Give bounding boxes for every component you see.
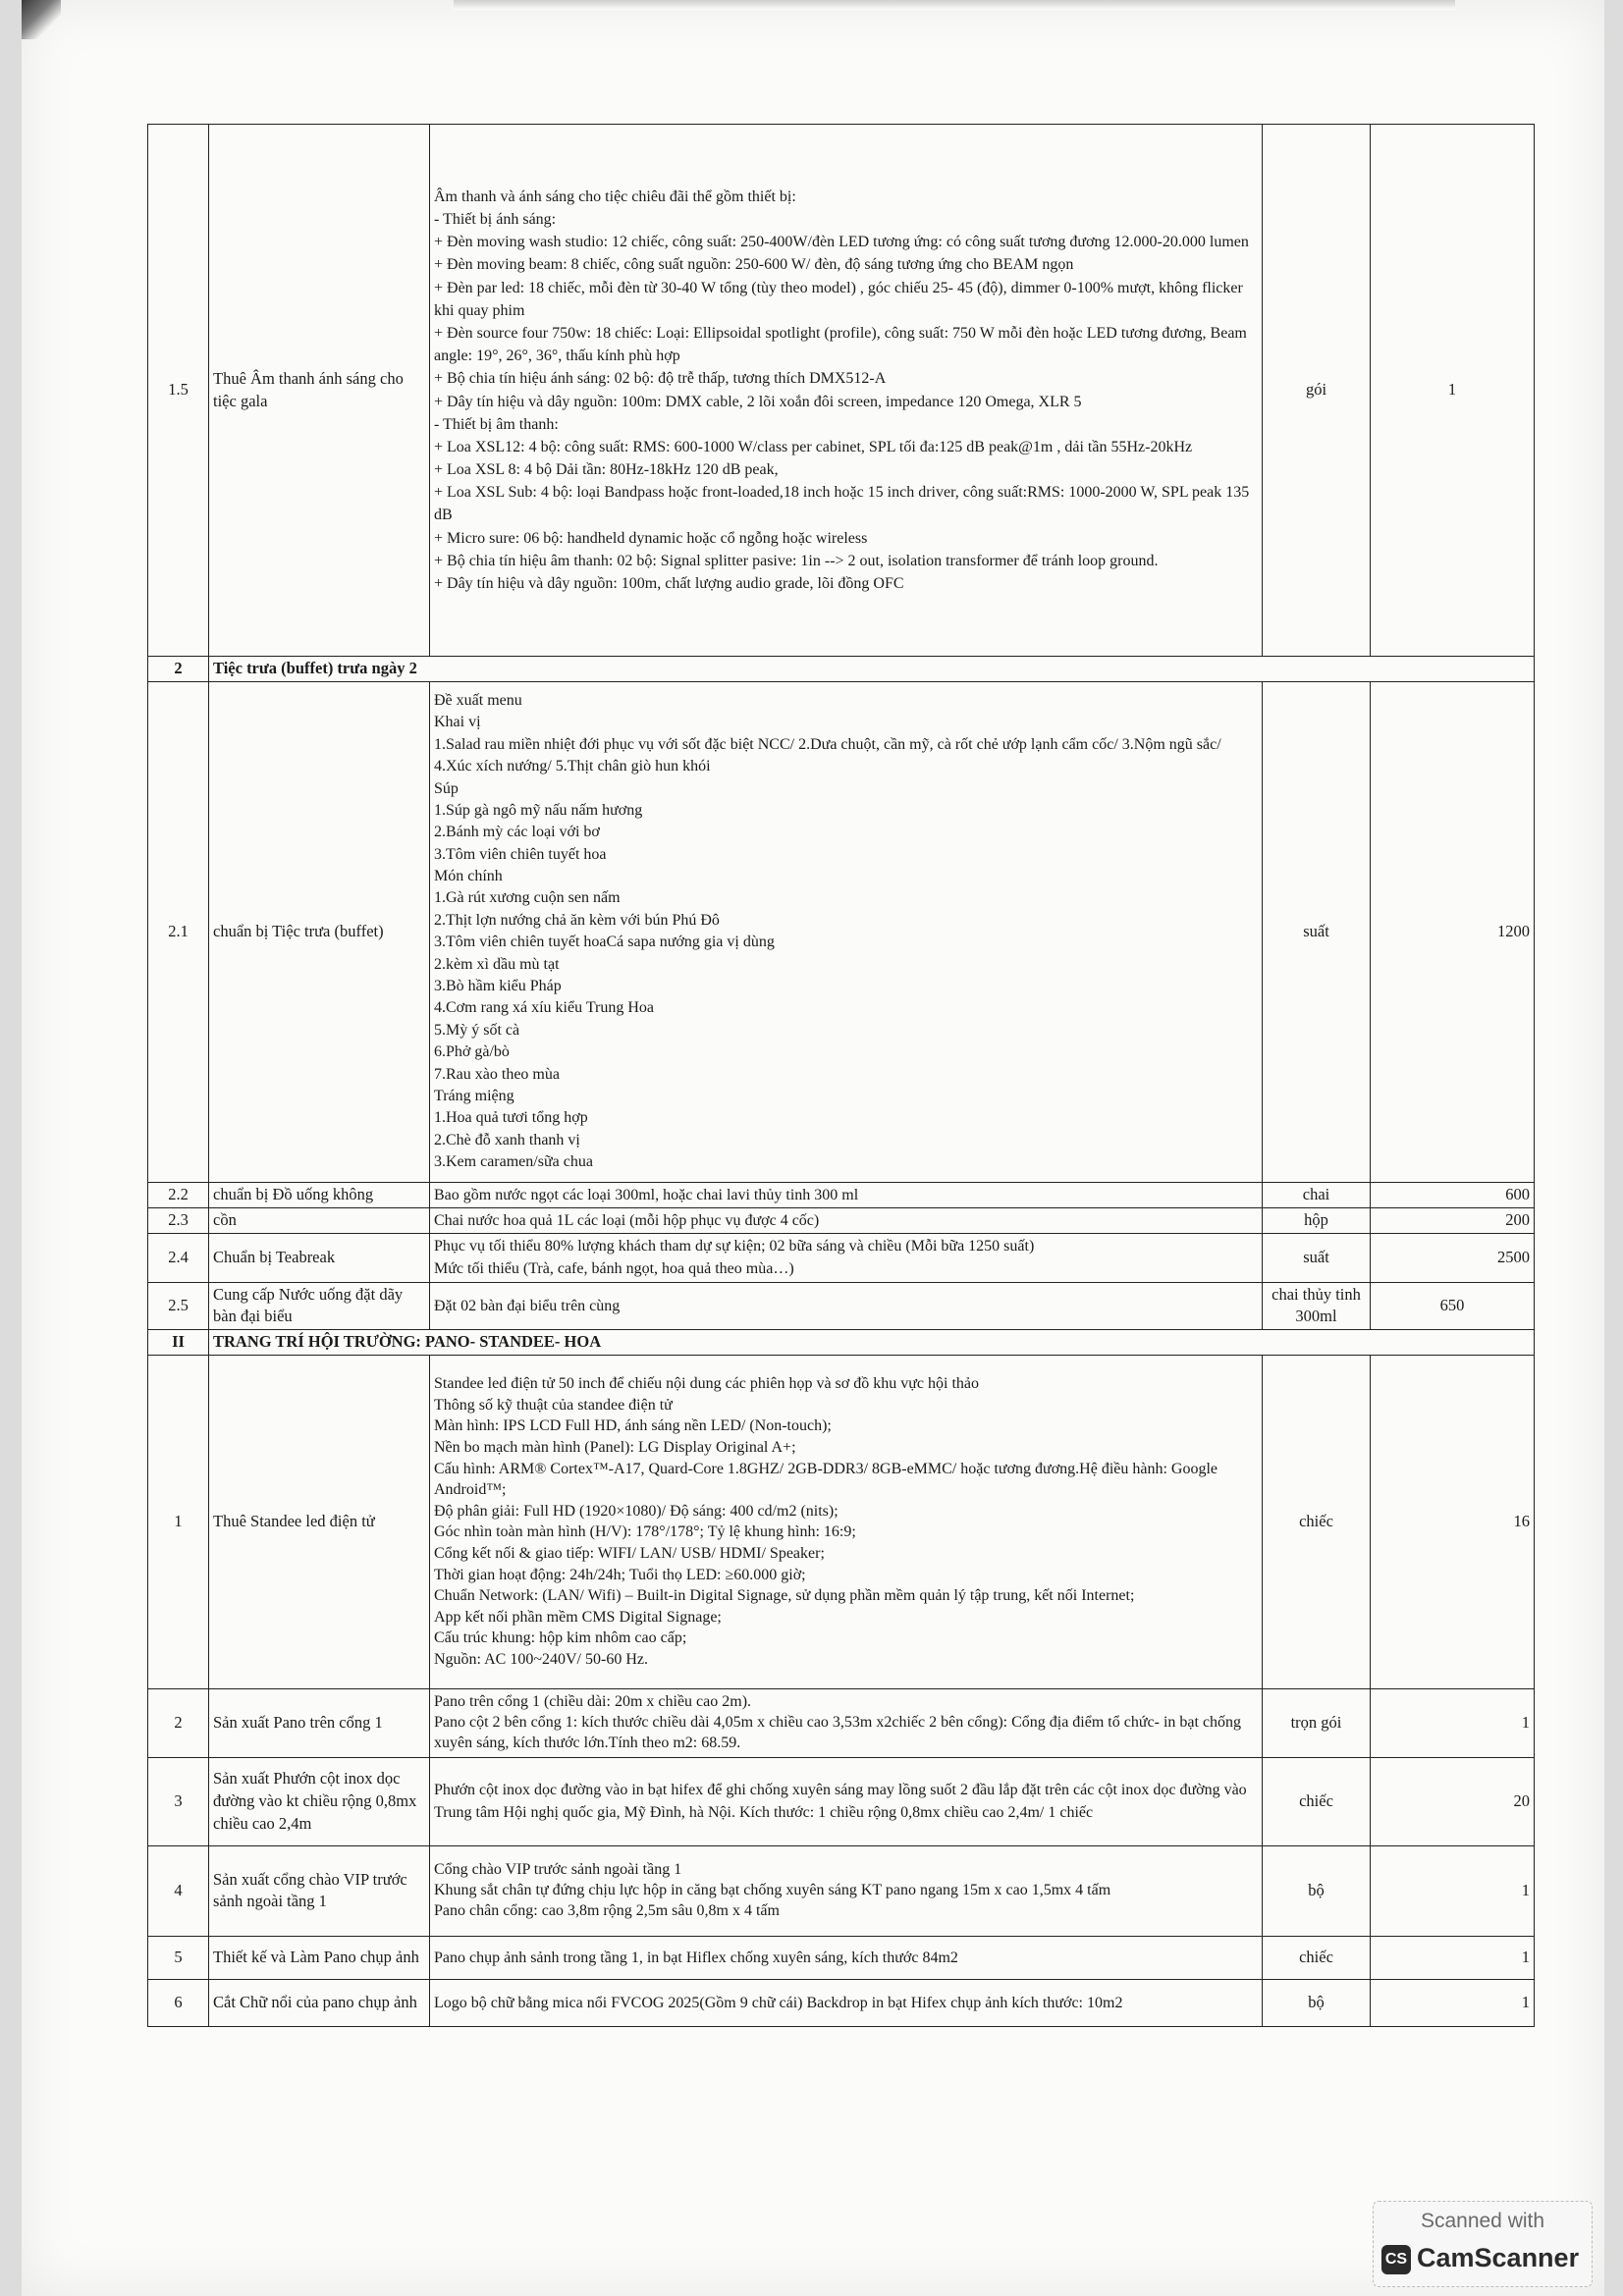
item-name: chuẩn bị Đồ uống không <box>209 1182 430 1207</box>
desc-line: 3.Tôm viên chiên tuyết hoa <box>434 845 607 863</box>
desc-line: Âm thanh và ánh sáng cho tiệc chiêu đãi thể gồm thiết bị: <box>434 187 796 205</box>
unit-cell: hộp <box>1263 1207 1371 1233</box>
item-name: Thuê Standee led điện tử <box>209 1355 430 1688</box>
desc-line: 3.Kem caramen/sữa chua <box>434 1153 593 1171</box>
table-row <box>148 1207 1535 1233</box>
section-title: TRANG TRÍ HỘI TRƯỜNG: PANO- STANDEE- HOA <box>209 1330 1535 1356</box>
row-number: 5 <box>148 1936 209 1979</box>
desc-line: + Loa XSL Sub: 4 bộ: loại Bandpass hoặc front-loaded,18 inch hoặc 15 inch driver, công suất:RMS: 1000-2000 W, SPL peak 135 dB <box>434 484 1250 524</box>
item-description: Phướn cột inox dọc đường vào in bạt hifex để ghi chống xuyên sáng may lồng suốt 2 đầu lắp đặt trên các cột inox dọc đường vào Trung tâm Hội nghị quốc gia, Mỹ Đình, hà Nội. Kích thước: 1 chiều rộng 0,8mx chiều cao 2,4m/ 1 chiếc <box>430 1757 1263 1845</box>
row-number: 3 <box>148 1757 209 1845</box>
desc-line: 2.kèm xì dầu mù tạt <box>434 955 560 973</box>
item-description <box>430 125 1263 657</box>
item-description: Đặt 02 bàn đại biểu trên cùng <box>430 1282 1263 1330</box>
desc-line: Pano chân cổng: cao 3,8m rộng 2,5m sâu 0,8m x 4 tấm <box>434 1901 780 1919</box>
unit-cell: chiếc <box>1263 1757 1371 1845</box>
quantity-cell: 2500 <box>1371 1234 1535 1282</box>
desc-line: 2.Thịt lợn nướng chả ăn kèm với bún Phú Đô <box>434 911 720 929</box>
table-row <box>148 1688 1535 1757</box>
section-number: 2 <box>148 657 209 682</box>
desc-line: Nguồn: AC 100~240V/ 50-60 Hz. <box>434 1650 648 1668</box>
row-number: 2.4 <box>148 1234 209 1282</box>
desc-line: - Thiết bị ánh sáng: <box>434 211 557 228</box>
quantity-cell: 16 <box>1371 1355 1535 1688</box>
quantity-cell: 1 <box>1371 125 1535 657</box>
desc-line: Cổng kết nối & giao tiếp: WIFI/ LAN/ USB/ HDMI/ Speaker; <box>434 1544 825 1562</box>
desc-line: 1.Gà rút xương cuộn sen nấm <box>434 889 621 907</box>
item-description <box>430 1845 1263 1936</box>
unit-cell: bộ <box>1263 1845 1371 1936</box>
desc-line: 2.Bánh mỳ các loại với bơ <box>434 824 600 841</box>
row-number: 6 <box>148 1979 209 2026</box>
item-description: Logo bộ chữ bằng mica nổi FVCOG 2025(Gồm 9 chữ cái) Backdrop in bạt Hifex chụp ảnh kích thước: 10m2 <box>430 1979 1263 2026</box>
desc-line: Món chính <box>434 868 503 885</box>
desc-line: Cổng chào VIP trước sảnh ngoài tầng 1 <box>434 1861 682 1879</box>
desc-line: Pano cột 2 bên cổng 1: kích thước chiều dài 4,05m x chiều cao 3,53m x2chiếc 2 bên cổng): Cổng địa điểm tổ chức- in bạt chống xuyên sáng, kích thước lớn.Tính theo m2: 68.59. <box>434 1713 1242 1751</box>
section-number: II <box>148 1330 209 1356</box>
table-row <box>148 1282 1535 1330</box>
row-number: 2.3 <box>148 1207 209 1233</box>
item-name: Cung cấp Nước uống đặt dãy bàn đại biểu <box>209 1282 430 1330</box>
row-number: 2.2 <box>148 1182 209 1207</box>
desc-line: + Bộ chia tín hiệu âm thanh: 02 bộ: Signal splitter pasive: 1in --> 2 out, isolation transformer để tránh loop ground. <box>434 552 1159 569</box>
desc-line: Thông số kỹ thuật của standee điện tử <box>434 1396 673 1414</box>
unit-cell: chiếc <box>1263 1936 1371 1979</box>
item-description: Chai nước hoa quả 1L các loại (mỗi hộp phục vụ được 4 cốc) <box>430 1207 1263 1233</box>
desc-line: Phục vụ tối thiểu 80% lượng khách tham dự sự kiện; 02 bữa sáng và chiều (Mỗi bữa 1250 suất) <box>434 1238 1035 1255</box>
section-title: Tiệc trưa (buffet) trưa ngày 2 <box>209 657 1535 682</box>
item-description: Pano chụp ảnh sảnh trong tầng 1, in bạt Hiflex chống xuyên sáng, kích thước 84m2 <box>430 1936 1263 1979</box>
table-row <box>148 1936 1535 1979</box>
row-number: 2.5 <box>148 1282 209 1330</box>
desc-line: Tráng miệng <box>434 1088 514 1104</box>
row-number: 2 <box>148 1688 209 1757</box>
item-description <box>430 1355 1263 1688</box>
camscanner-watermark <box>1373 2201 1593 2287</box>
quotation-table <box>147 124 1535 2027</box>
desc-line: Súp <box>434 779 459 797</box>
section-row <box>148 1330 1535 1356</box>
desc-line: Pano trên cổng 1 (chiều dài: 20m x chiều cao 2m). <box>434 1693 752 1711</box>
desc-line: Độ phân giải: Full HD (1920×1080)/ Độ sáng: 400 cd/m2 (nits); <box>434 1502 839 1520</box>
desc-line: Khung sắt chân tự đứng chịu lực hộp in căng bạt chống xuyên sáng KT pano ngang 15m x cao 1,5mx 4 tấm <box>434 1881 1111 1898</box>
quantity-cell: 1200 <box>1371 681 1535 1182</box>
table-row <box>148 1979 1535 2026</box>
desc-line: + Micro sure: 06 bộ: handheld dynamic hoặc cổ ngỗng hoặc wireless <box>434 529 868 547</box>
item-name: Sản xuất cổng chào VIP trước sảnh ngoài tầng 1 <box>209 1845 430 1936</box>
desc-line: - Thiết bị âm thanh: <box>434 415 559 433</box>
row-number: 4 <box>148 1845 209 1936</box>
desc-line: Mức tối thiểu (Trà, cafe, bánh ngọt, hoa quả theo mùa…) <box>434 1260 794 1278</box>
unit-cell: chiếc <box>1263 1355 1371 1688</box>
desc-line: + Đèn moving beam: 8 chiếc, công suất nguồn: 250-600 W/ đèn, độ sáng tương ứng cho BEAM ngọn <box>434 256 1074 274</box>
unit-cell: trọn gói <box>1263 1688 1371 1757</box>
quantity-cell: 1 <box>1371 1936 1535 1979</box>
item-name: cồn <box>209 1207 430 1233</box>
unit-cell: chai <box>1263 1182 1371 1207</box>
item-description: Bao gồm nước ngọt các loại 300ml, hoặc chai lavi thủy tinh 300 ml <box>430 1182 1263 1207</box>
desc-line: Đề xuất menu <box>434 691 522 709</box>
item-description <box>430 1688 1263 1757</box>
desc-line: Cấu trúc khung: hộp kim nhôm cao cấp; <box>434 1629 687 1647</box>
desc-line: 3.Tôm viên chiên tuyết hoaCá sapa nướng gia vị dùng <box>434 934 775 951</box>
desc-line: 5.Mỳ ý sốt cà <box>434 1021 520 1039</box>
camscanner-logo-icon: CS <box>1381 2245 1411 2274</box>
item-name: Thuê Âm thanh ánh sáng cho tiệc gala <box>209 125 430 657</box>
desc-line: + Đèn moving wash studio: 12 chiếc, công suất: 250-400W/đèn LED tương ứng: có công suất tương đương 12.000-20.000 lumen <box>434 234 1249 251</box>
desc-line: Thời gian hoạt động: 24h/24h; Tuổi thọ LED: ≥60.000 giờ; <box>434 1566 806 1583</box>
desc-line: + Dây tín hiệu và dây nguồn: 100m, chất lượng audio grade, lõi đồng OFC <box>434 575 904 592</box>
item-description <box>430 1234 1263 1282</box>
page-top-strip <box>454 0 1455 10</box>
item-description <box>430 681 1263 1182</box>
watermark-caption: Scanned with <box>1420 2210 1545 2232</box>
unit-cell: bộ <box>1263 1979 1371 2026</box>
quantity-cell: 1 <box>1371 1979 1535 2026</box>
section-row <box>148 657 1535 682</box>
desc-line: Khai vị <box>434 714 481 731</box>
desc-line: 4.Cơm rang xá xíu kiểu Trung Hoa <box>434 999 655 1017</box>
desc-line: + Bộ chia tín hiệu ánh sáng: 02 bộ: độ trễ thấp, tương thích DMX512-A <box>434 370 887 388</box>
desc-line: Chuẩn Network: (LAN/ Wifi) – Built-in Digital Signage, sử dụng phần mềm quản lý tập trung, kết nối Internet; <box>434 1587 1135 1605</box>
desc-line: + Đèn par led: 18 chiếc, mỗi đèn từ 30-40 W tổng (tùy theo model) , góc chiếu 25- 45 (độ), dimmer 0-100% mượt, không flicker khi quay phim <box>434 279 1243 319</box>
desc-line: 3.Bò hầm kiểu Pháp <box>434 978 562 995</box>
quantity-cell: 650 <box>1371 1282 1535 1330</box>
desc-line: Góc nhìn toàn màn hình (H/V): 178°/178°; Tỷ lệ khung hình: 16:9; <box>434 1523 856 1541</box>
unit-cell: gói <box>1263 125 1371 657</box>
table-row <box>148 681 1535 1182</box>
row-number: 1.5 <box>148 125 209 657</box>
quantity-cell: 200 <box>1371 1207 1535 1233</box>
item-name: Sản xuất Phướn cột inox dọc đường vào kt chiều rộng 0,8mx chiều cao 2,4m <box>209 1757 430 1845</box>
desc-line: + Loa XSL12: 4 bộ: công suất: RMS: 600-1000 W/class per cabinet, SPL tối đa:125 dB peak@1m , dải tần 55Hz-20kHz <box>434 438 1193 455</box>
item-name: Sản xuất Pano trên cổng 1 <box>209 1688 430 1757</box>
desc-line: + Loa XSL 8: 4 bộ Dải tần: 80Hz-18kHz 120 dB peak, <box>434 461 779 479</box>
desc-line: Nền bo mạch màn hình (Panel): LG Display Original A+; <box>434 1438 796 1456</box>
table-row <box>148 1182 1535 1207</box>
table-row <box>148 125 1535 657</box>
desc-line: 7.Rau xào theo mùa <box>434 1065 560 1083</box>
desc-line: Standee led điện tử 50 inch để chiếu nội dung các phiên họp và sơ đồ khu vực hội thảo <box>434 1375 980 1393</box>
desc-line: 1.Súp gà ngô mỹ nấu nấm hương <box>434 801 643 819</box>
table-row <box>148 1355 1535 1688</box>
page-corner-shadow <box>22 0 61 39</box>
table-row <box>148 1234 1535 1282</box>
quantity-cell: 1 <box>1371 1845 1535 1936</box>
quantity-cell: 600 <box>1371 1182 1535 1207</box>
item-name: Thiết kế và Làm Pano chụp ảnh <box>209 1936 430 1979</box>
desc-line: 6.Phở gà/bò <box>434 1043 510 1061</box>
row-number: 1 <box>148 1355 209 1688</box>
watermark-brand: CamScanner <box>1417 2243 1580 2272</box>
table-row <box>148 1757 1535 1845</box>
unit-cell: chai thủy tinh 300ml <box>1263 1282 1371 1330</box>
quantity-cell: 20 <box>1371 1757 1535 1845</box>
desc-line: 1.Hoa quả tươi tổng hợp <box>434 1109 588 1127</box>
desc-line: 2.Chè đỗ xanh thanh vị <box>434 1131 580 1148</box>
unit-cell: suất <box>1263 1234 1371 1282</box>
desc-line: Màn hình: IPS LCD Full HD, ánh sáng nền LED/ (Non-touch); <box>434 1417 832 1435</box>
desc-line: App kết nối phần mềm CMS Digital Signage; <box>434 1608 722 1626</box>
desc-line: + Dây tín hiệu và dây nguồn: 100m: DMX cable, 2 lõi xoắn đôi screen, impedance 120 Omega, XLR 5 <box>434 393 1082 410</box>
desc-line: + Đèn source four 750w: 18 chiếc: Loại: Ellipsoidal spotlight (profile), công suất: 750 W mỗi đèn hoặc LED tương đương, Beam angle: 19°, 26°, 36°, thấu kính phù hợp <box>434 324 1247 365</box>
item-name: Cắt Chữ nổi của pano chụp ảnh <box>209 1979 430 2026</box>
desc-line: 1.Salad rau miền nhiệt đới phục vụ với sốt đặc biệt NCC/ 2.Dưa chuột, cần mỹ, cà rốt chẻ ướp lạnh cẩm cốc/ 3.Nộm ngũ sắc/ 4.Xúc xích nướng/ 5.Thịt chân giò hun khói <box>434 735 1221 775</box>
item-name: chuẩn bị Tiệc trưa (buffet) <box>209 681 430 1182</box>
quantity-cell: 1 <box>1371 1688 1535 1757</box>
item-name: Chuẩn bị Teabreak <box>209 1234 430 1282</box>
unit-cell: suất <box>1263 681 1371 1182</box>
table-row <box>148 1845 1535 1936</box>
desc-line: Cấu hình: ARM® Cortex™-A17, Quard-Core 1.8GHZ/ 2GB-DDR3/ 8GB-eMMC/ hoặc tương đương.Hệ điều hành: Google Android™; <box>434 1460 1218 1499</box>
row-number: 2.1 <box>148 681 209 1182</box>
